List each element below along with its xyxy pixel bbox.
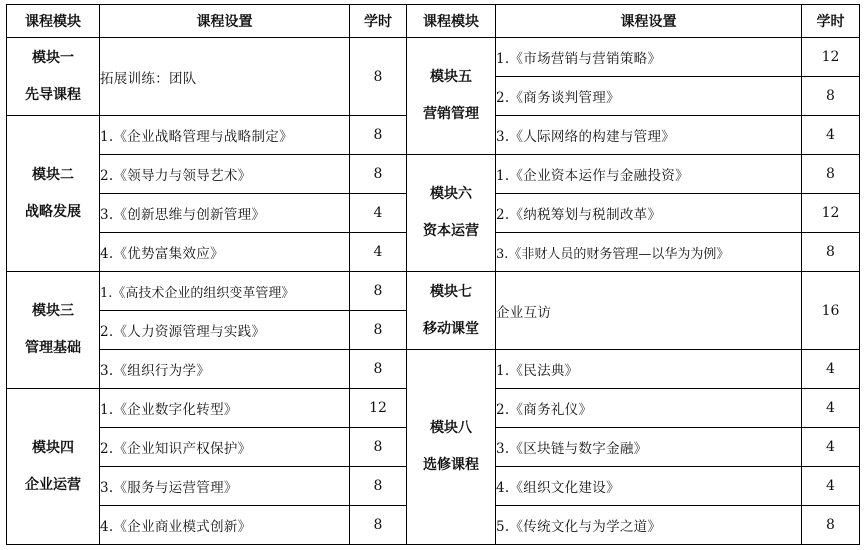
hours-cell: 16	[802, 272, 860, 350]
table-row	[7, 350, 860, 389]
module-8-title: 选修课程	[423, 457, 479, 473]
module-2-cell	[7, 116, 100, 272]
course-cell: 2.《人力资源管理与实践》	[100, 311, 350, 350]
course-cell: 3.《非财人员的财务管理—以华为为例》	[496, 233, 802, 272]
header-row	[7, 5, 860, 38]
course-cell: 1.《市场营销与营销策略》	[496, 38, 802, 77]
module-6-title: 资本运营	[423, 223, 479, 239]
header-hours-left: 学时	[350, 5, 407, 38]
course-cell: 拓展训练：团队	[100, 38, 350, 116]
hours-cell: 4	[802, 389, 860, 428]
module-5-cell	[407, 38, 496, 155]
course-cell: 2.《商务礼仪》	[496, 389, 802, 428]
module-2-title: 战略发展	[25, 203, 81, 220]
hours-cell: 12	[350, 389, 407, 428]
module-4-cell	[7, 389, 100, 545]
hours-cell: 4	[802, 428, 860, 467]
hours-cell: 8	[350, 506, 407, 545]
hours-cell: 8	[350, 116, 407, 155]
course-cell: 3.《创新思维与创新管理》	[100, 194, 350, 233]
course-cell: 2.《纳税筹划与税制改革》	[496, 194, 802, 233]
module-1-number: 模块一	[32, 49, 74, 66]
course-cell: 1.《企业资本运作与金融投资》	[496, 155, 802, 194]
hours-cell: 8	[350, 272, 407, 311]
header-hours-right: 学时	[802, 5, 860, 38]
table-row	[7, 155, 860, 194]
hours-cell: 8	[350, 155, 407, 194]
hours-cell: 4	[802, 116, 860, 155]
course-cell: 1.《民法典》	[496, 350, 802, 389]
course-cell: 3.《组织行为学》	[100, 350, 350, 389]
header-module-right: 课程模块	[407, 5, 496, 38]
module-6-cell	[407, 155, 496, 272]
course-cell: 3.《人际网络的构建与管理》	[496, 116, 802, 155]
header-course-left: 课程设置	[100, 5, 350, 38]
course-cell: 2.《企业知识产权保护》	[100, 428, 350, 467]
module-1-cell	[7, 38, 100, 116]
hours-cell: 8	[350, 311, 407, 350]
course-cell: 2.《商务谈判管理》	[496, 77, 802, 116]
hours-cell: 4	[350, 233, 407, 272]
course-cell: 1.《高技术企业的组织变革管理》	[100, 272, 350, 311]
module-7-cell	[407, 272, 496, 350]
hours-cell: 8	[802, 155, 860, 194]
hours-cell: 8	[350, 38, 407, 116]
table-row	[7, 38, 860, 77]
hours-cell: 8	[802, 233, 860, 272]
hours-cell: 8	[802, 77, 860, 116]
module-3-number: 模块三	[32, 303, 74, 319]
module-7-title: 移动课堂	[423, 320, 479, 337]
hours-cell: 8	[350, 350, 407, 389]
course-cell: 2.《领导力与领导艺术》	[100, 155, 350, 194]
module-5-title: 营销管理	[423, 106, 479, 122]
course-cell: 4.《企业商业模式创新》	[100, 506, 350, 545]
hours-cell: 4	[802, 350, 860, 389]
hours-cell: 12	[802, 38, 860, 77]
module-5-number: 模块五	[430, 69, 472, 85]
course-cell: 3.《区块链与数字金融》	[496, 428, 802, 467]
course-cell: 1.《企业战略管理与战略制定》	[100, 116, 350, 155]
header-course-right: 课程设置	[496, 5, 802, 38]
module-3-title: 管理基础	[25, 340, 81, 356]
module-4-number: 模块四	[32, 439, 74, 456]
module-8-cell	[407, 350, 496, 545]
module-1-title: 先导课程	[25, 86, 81, 103]
course-cell: 5.《传统文化与为学之道》	[496, 506, 802, 545]
course-cell: 1.《企业数字化转型》	[100, 389, 350, 428]
course-table	[6, 4, 860, 545]
course-cell: 4.《优势富集效应》	[100, 233, 350, 272]
module-4-title: 企业运营	[25, 476, 81, 493]
hours-cell: 8	[350, 428, 407, 467]
hours-cell: 12	[802, 194, 860, 233]
module-7-number: 模块七	[430, 283, 472, 300]
hours-cell: 8	[802, 506, 860, 545]
module-8-number: 模块八	[430, 420, 472, 436]
hours-cell: 4	[350, 194, 407, 233]
course-cell: 4.《组织文化建设》	[496, 467, 802, 506]
module-2-number: 模块二	[32, 166, 74, 183]
hours-cell: 8	[350, 467, 407, 506]
course-cell: 3.《服务与运营管理》	[100, 467, 350, 506]
hours-cell: 4	[802, 467, 860, 506]
table-row	[7, 272, 860, 311]
module-6-number: 模块六	[430, 186, 472, 202]
header-module-left: 课程模块	[7, 5, 100, 38]
module-3-cell	[7, 272, 100, 389]
course-cell: 企业互访	[496, 272, 802, 350]
